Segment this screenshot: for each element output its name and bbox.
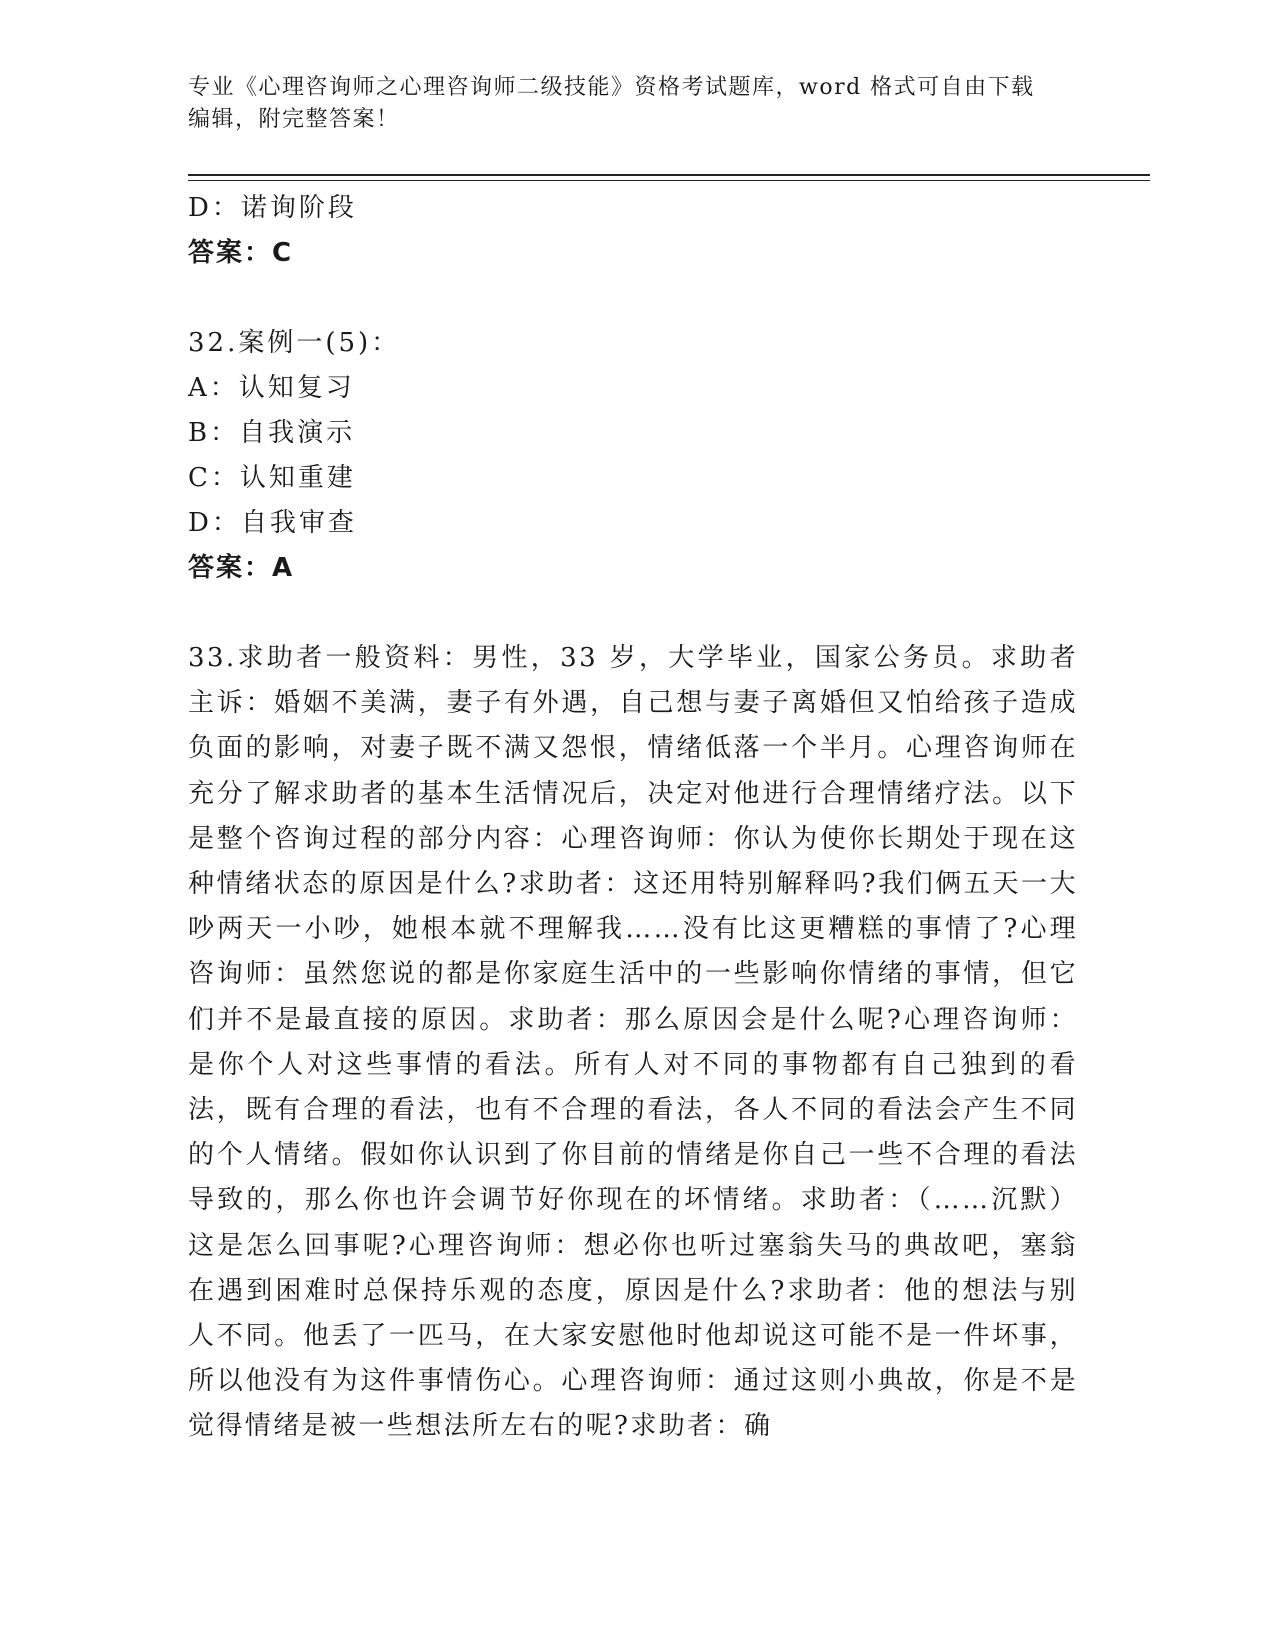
spacer: [188, 591, 1088, 636]
prev-answer: 答案：C: [188, 238, 294, 268]
question-32-option-a: A：认知复习: [188, 373, 355, 403]
header-divider-thin: [188, 180, 1150, 181]
spacer: [188, 276, 1088, 321]
header-line-1: 专业《心理咨询师之心理咨询师二级技能》资格考试题库，word 格式可自由下载: [188, 75, 1035, 100]
page-header: [188, 72, 1068, 136]
header-divider-thick: [188, 174, 1150, 176]
question-32-option-d: D：自我审查: [188, 508, 357, 538]
document-body: [188, 186, 1088, 1450]
question-32-option-c: C：认知重建: [188, 463, 356, 493]
question-32-answer: 答案：A: [188, 553, 295, 583]
header-line-2: 编辑，附完整答案！: [188, 107, 400, 132]
prev-option-d: D：诺询阶段: [188, 193, 357, 223]
question-32-stem: 32.案例一(5)：: [188, 328, 401, 358]
question-32-option-b: B：自我演示: [188, 418, 356, 448]
question-33-text: 33.求助者一般资料：男性，33 岁，大学毕业，国家公务员。求助者主诉：婚姻不美满，妻子有外遇，自己想与妻子离婚但又怕给孩子造成负面的影响，对妻子既不满又怨恨，情绪低落一个半月。心理咨询师在充分了解求助者的基本生活情况后，决定对他进行合理情绪疗法。以下是整个咨询过程的部分内容：心理咨询师：你认为使你长期处于现在这种情绪状态的原因是什么?求助者：这还用特别解释吗?我们俩五天一大吵两天一小吵，她根本就不理解我……没有比这更糟糕的事情了?心理咨询师：虽然您说的都是你家庭生活中的一些影响你情绪的事情，但它们并不是最直接的原因。求助者：那么原因会是什么呢?心理咨询师：是你个人对这些事情的看法。所有人对不同的事物都有自己独到的看法，既有合理的看法，也有不合理的看法，各人不同的看法会产生不同的个人情绪。假如你认识到了你目前的情绪是你自己一些不合理的看法导致的，那么你也许会调节好你现在的坏情绪。求助者：（……沉默）这是怎么回事呢?心理咨询师：想必你也听过塞翁失马的典故吧，塞翁在遇到困难时总保持乐观的态度，原因是什么?求助者：他的想法与别人不同。他丢了一匹马，在大家安慰他时他却说这可能不是一件坏事，所以他没有为这件事情伤心。心理咨询师：通过这则小典故，你是不是觉得情绪是被一些想法所左右的呢?求助者：确: [188, 643, 1078, 1442]
